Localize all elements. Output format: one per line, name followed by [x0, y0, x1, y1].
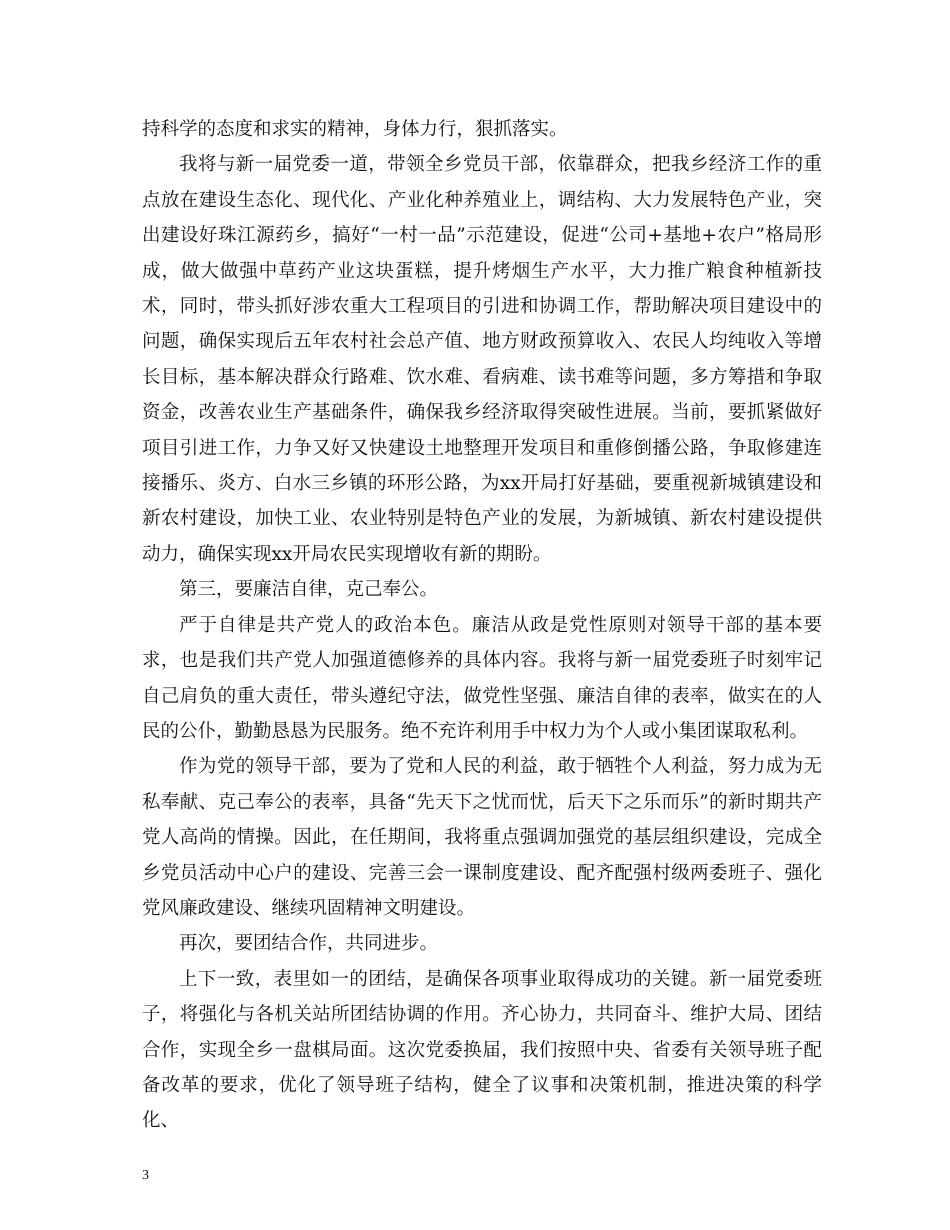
- paragraph-heading-again: 再次，要团结合作，共同进步。: [179, 933, 439, 955]
- paragraph-unity: 上下一致，表里如一的团结，是确保各项事业取得成功的关键。新一届党委班子，将强化与各机关站所团结协调的作用。齐心协力，共同奋斗、维护大局、团结合作，实现全乡一盘棋局面。这次党委换届，我们按照中央、省委有关领导班子配备改革的要求，优化了领导班子结构，健全了议事和决策机制，推进决策的科学化、: [142, 968, 822, 1132]
- page-number: 3: [142, 1168, 149, 1183]
- paragraph-heading-third: 第三，要廉洁自律，克己奉公。: [179, 579, 439, 601]
- document-body: [142, 112, 822, 1139]
- paragraph-self-discipline: 严于自律是共产党人的政治本色。廉洁从政是党性原则对领导干部的基本要求，也是我们共产党人加强道德修养的具体内容。我将与新一届党委班子时刻牢记自己肩负的重大责任，带头遵纪守法，做党性坚强、廉洁自律的表率，做实在的人民的公仆，勤勤恳恳为民服务。绝不充许利用手中权力为个人或小集团谋取私利。: [142, 614, 822, 742]
- paragraph-economic-work: 我将与新一届党委一道，带领全乡党员干部，依靠群众，把我乡经济工作的重点放在建设生态化、现代化、产业化种养殖业上，调结构、大力发展特色产业，突出建设好珠江源药乡，搞好“一村一品”示范建设，促进“公司+基地+农户”格局形成，做大做强中草药产业这块蛋糕，提升烤烟生产水平，大力推广粮食种植新技术，同时，带头抓好涉农重大工程项目的引进和协调工作，帮助解决项目建设中的问题，确保实现后五年农村社会总产值、地方财政预算收入、农民人均纯收入等增长目标，基本解决群众行路难、饮水难、看病难、读书难等问题，多方筹措和争取资金，改善农业生产基础条件，确保我乡经济取得突破性进展。当前，要抓紧做好项目引进工作，力争又好又快建设土地整理开发项目和重修倒播公路，争取修建连接播乐、炎方、白水三乡镇的环形公路，为xx开局打好基础，要重视新城镇建设和新农村建设，加快工业、农业特别是特色产业的发展，为新城镇、新农村建设提供动力，确保实现xx开局农民实现增收有新的期盼。: [142, 154, 822, 565]
- paragraph-continuation: 持科学的态度和求实的精神，身体力行，狠抓落实。: [142, 119, 568, 140]
- paragraph-party-leadership: 作为党的领导干部，要为了党和人民的利益，敢于牺牲个人利益，努力成为无私奉献、克己奉公的表率，具备“先天下之忧而忧，后天下之乐而乐”的新时期共产党人高尚的情操。因此，在任期间，我将重点强调加强党的基层组织建设，完成全乡党员活动中心户的建设、完善三会一课制度建设、配齐配强村级两委班子、强化党风廉政建设、继续巩固精神文明建设。: [142, 756, 822, 919]
